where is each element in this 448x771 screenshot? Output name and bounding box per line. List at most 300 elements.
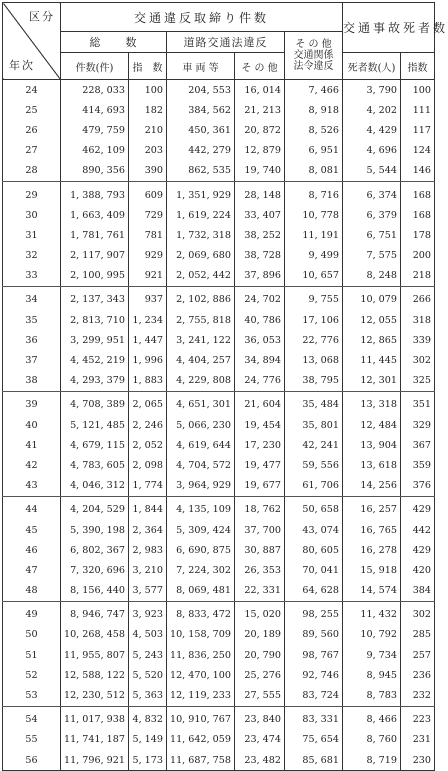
year-cell: 38 <box>3 371 61 392</box>
total-index-cell: 5, 520 <box>129 665 167 685</box>
year-cell: 39 <box>3 391 61 415</box>
year-cell: 42 <box>3 455 61 475</box>
deaths-title: 交通事故死者数 <box>343 3 435 53</box>
traffic-violations-table <box>2 2 448 771</box>
year-cell: 37 <box>3 350 61 370</box>
year-cell: 52 <box>3 665 61 685</box>
total-count-cell: 4, 046, 312 <box>61 476 129 497</box>
deaths-count-cell: 7, 575 <box>343 246 401 266</box>
others-count-cell: 19, 677 <box>235 476 285 497</box>
deaths-index-cell: 178 <box>401 225 435 245</box>
other-law-count-cell: 7, 466 <box>285 80 343 101</box>
total-count-cell: 414, 693 <box>61 100 129 120</box>
other-law-line2: 交通関係 <box>293 50 334 61</box>
total-index-cell: 5, 149 <box>129 730 167 750</box>
vehicles-count-cell: 11, 687, 758 <box>167 750 235 771</box>
vehicles-count-cell: 2, 069, 680 <box>167 246 235 266</box>
deaths-count-cell: 12, 484 <box>343 415 401 435</box>
others-count-cell: 28, 148 <box>235 181 285 205</box>
year-cell: 47 <box>3 560 61 580</box>
vehicles-count-cell: 11, 642, 059 <box>167 730 235 750</box>
other-law-count-cell: 35, 801 <box>285 415 343 435</box>
total-count-cell: 4, 293, 379 <box>61 371 129 392</box>
other-law-count-cell: 50, 658 <box>285 496 343 520</box>
year-cell: 35 <box>3 310 61 330</box>
vehicles-count-cell: 4, 704, 572 <box>167 455 235 475</box>
deaths-count-cell: 4, 202 <box>343 100 401 120</box>
deaths-index-cell: 230 <box>401 750 435 771</box>
vehicles-count-cell: 6, 690, 875 <box>167 540 235 560</box>
year-cell: 50 <box>3 625 61 645</box>
deaths-count-cell: 6, 374 <box>343 181 401 205</box>
table-row <box>3 350 435 370</box>
other-law-count-cell: 61, 706 <box>285 476 343 497</box>
deaths-index-cell: 329 <box>401 415 435 435</box>
deaths-index-cell: 232 <box>401 685 435 706</box>
deaths-count-cell: 8, 783 <box>343 685 401 706</box>
other-law-count-cell: 42, 241 <box>285 435 343 455</box>
deaths-count-cell: 15, 918 <box>343 560 401 580</box>
vehicles-count-cell: 2, 052, 442 <box>167 266 235 287</box>
total-count-cell: 3, 299, 951 <box>61 330 129 350</box>
table-row <box>3 371 435 392</box>
others-count-cell: 21, 213 <box>235 100 285 120</box>
year-cell: 53 <box>3 685 61 706</box>
deaths-index-cell: 168 <box>401 205 435 225</box>
table-row <box>3 435 435 455</box>
deaths-count-cell: 4, 696 <box>343 141 401 161</box>
vehicles-count-cell: 862, 535 <box>167 161 235 182</box>
deaths-index-cell: 359 <box>401 455 435 475</box>
total-index-cell: 182 <box>129 100 167 120</box>
total-index-cell: 3, 577 <box>129 581 167 602</box>
deaths-index-cell: 384 <box>401 581 435 602</box>
table-row <box>3 560 435 580</box>
deaths-count-cell: 8, 945 <box>343 665 401 685</box>
other-law-count-cell: 38, 795 <box>285 371 343 392</box>
deaths-count-cell: 8, 760 <box>343 730 401 750</box>
others-count-cell: 20, 189 <box>235 625 285 645</box>
deaths-count-cell: 16, 278 <box>343 540 401 560</box>
table-row <box>3 246 435 266</box>
year-cell: 28 <box>3 161 61 182</box>
table-row <box>3 181 435 205</box>
table-row <box>3 391 435 415</box>
deaths-index-cell: 200 <box>401 246 435 266</box>
year-cell: 56 <box>3 750 61 771</box>
others-count-cell: 20, 790 <box>235 645 285 665</box>
table-row <box>3 330 435 350</box>
total-header: 総 数 <box>61 32 167 53</box>
table-row <box>3 601 435 625</box>
corner-cell <box>3 3 61 80</box>
vehicles-count-cell: 2, 102, 886 <box>167 286 235 310</box>
total-index-cell: 2, 098 <box>129 455 167 475</box>
total-count-cell: 11, 955, 807 <box>61 645 129 665</box>
year-cell: 46 <box>3 540 61 560</box>
deaths-index-cell: 442 <box>401 520 435 540</box>
deaths-index-cell: 117 <box>401 120 435 140</box>
other-law-count-cell: 13, 068 <box>285 350 343 370</box>
deaths-index-cell: 302 <box>401 350 435 370</box>
table-row <box>3 730 435 750</box>
total-count-cell: 5, 390, 198 <box>61 520 129 540</box>
other-law-count-cell: 10, 657 <box>285 266 343 287</box>
total-index-cell: 1, 447 <box>129 330 167 350</box>
table-row <box>3 540 435 560</box>
other-law-count-cell: 83, 331 <box>285 706 343 730</box>
deaths-count-cell: 8, 466 <box>343 706 401 730</box>
table-row <box>3 476 435 497</box>
total-count-cell: 12, 588, 122 <box>61 665 129 685</box>
total-index-cell: 729 <box>129 205 167 225</box>
deaths-index-cell: 168 <box>401 181 435 205</box>
vehicles-count-cell: 10, 158, 709 <box>167 625 235 645</box>
others-count-cell: 19, 740 <box>235 161 285 182</box>
table-row <box>3 520 435 540</box>
year-cell: 34 <box>3 286 61 310</box>
table-row <box>3 266 435 287</box>
others-count-cell: 23, 482 <box>235 750 285 771</box>
category-label: 区分 <box>29 10 55 23</box>
table-row <box>3 750 435 771</box>
total-index-cell: 210 <box>129 120 167 140</box>
deaths-index-cell: 351 <box>401 391 435 415</box>
year-cell: 26 <box>3 120 61 140</box>
deaths-count-cell: 13, 904 <box>343 435 401 455</box>
others-count-cell: 30, 887 <box>235 540 285 560</box>
other-law-count-cell: 83, 724 <box>285 685 343 706</box>
others-count-cell: 24, 702 <box>235 286 285 310</box>
table-row <box>3 205 435 225</box>
count-unit-header: 件数(件) <box>61 53 129 80</box>
total-count-cell: 8, 946, 747 <box>61 601 129 625</box>
total-count-cell: 12, 230, 512 <box>61 685 129 706</box>
others-count-cell: 21, 604 <box>235 391 285 415</box>
other-law-header <box>285 32 343 80</box>
total-index-cell: 5, 363 <box>129 685 167 706</box>
table-row <box>3 645 435 665</box>
vehicles-count-cell: 4, 619, 644 <box>167 435 235 455</box>
others-count-cell: 16, 014 <box>235 80 285 101</box>
other-law-count-cell: 98, 255 <box>285 601 343 625</box>
deaths-index-cell: 231 <box>401 730 435 750</box>
year-cell: 48 <box>3 581 61 602</box>
deaths-count-cell: 16, 765 <box>343 520 401 540</box>
total-index-cell: 1, 883 <box>129 371 167 392</box>
other-law-count-cell: 70, 041 <box>285 560 343 580</box>
vehicles-count-cell: 4, 229, 808 <box>167 371 235 392</box>
total-index-cell: 2, 065 <box>129 391 167 415</box>
deaths-count-cell: 9, 734 <box>343 645 401 665</box>
year-cell: 33 <box>3 266 61 287</box>
total-count-cell: 2, 100, 995 <box>61 266 129 287</box>
table-row <box>3 286 435 310</box>
table-row <box>3 80 435 101</box>
vehicles-count-cell: 12, 470, 100 <box>167 665 235 685</box>
total-count-cell: 7, 320, 696 <box>61 560 129 580</box>
others-count-cell: 40, 786 <box>235 310 285 330</box>
table-row <box>3 625 435 645</box>
total-count-cell: 2, 813, 710 <box>61 310 129 330</box>
table-row <box>3 120 435 140</box>
other-law-count-cell: 11, 191 <box>285 225 343 245</box>
year-cell: 31 <box>3 225 61 245</box>
deaths-index-cell: 367 <box>401 435 435 455</box>
total-count-cell: 5, 121, 485 <box>61 415 129 435</box>
others-count-cell: 37, 700 <box>235 520 285 540</box>
deaths-count-cell: 14, 574 <box>343 581 401 602</box>
deaths-count-cell: 8, 719 <box>343 750 401 771</box>
total-count-cell: 4, 783, 605 <box>61 455 129 475</box>
total-index-cell: 3, 210 <box>129 560 167 580</box>
table-body <box>3 80 435 771</box>
others-count-cell: 26, 353 <box>235 560 285 580</box>
total-count-cell: 11, 017, 938 <box>61 706 129 730</box>
vehicles-count-cell: 8, 833, 472 <box>167 601 235 625</box>
vehicles-count-cell: 1, 351, 929 <box>167 181 235 205</box>
table-row <box>3 225 435 245</box>
total-index-cell: 2, 364 <box>129 520 167 540</box>
vehicles-count-cell: 4, 404, 257 <box>167 350 235 370</box>
index-header: 指 数 <box>129 53 167 80</box>
deaths-count-cell: 8, 248 <box>343 266 401 287</box>
other-law-count-cell: 75, 654 <box>285 730 343 750</box>
others-count-cell: 33, 407 <box>235 205 285 225</box>
vehicles-count-cell: 442, 279 <box>167 141 235 161</box>
table-row <box>3 161 435 182</box>
other-law-count-cell: 89, 560 <box>285 625 343 645</box>
total-index-cell: 2, 983 <box>129 540 167 560</box>
year-cell: 55 <box>3 730 61 750</box>
deaths-count-cell: 11, 432 <box>343 601 401 625</box>
deaths-count-cell: 10, 792 <box>343 625 401 645</box>
total-index-cell: 1, 774 <box>129 476 167 497</box>
other-law-count-cell: 6, 951 <box>285 141 343 161</box>
total-index-cell: 1, 234 <box>129 310 167 330</box>
others-count-cell: 23, 840 <box>235 706 285 730</box>
deaths-count-cell: 12, 865 <box>343 330 401 350</box>
vehicles-count-cell: 5, 066, 230 <box>167 415 235 435</box>
deaths-index-cell: 111 <box>401 100 435 120</box>
deaths-count-cell: 13, 318 <box>343 391 401 415</box>
table-header <box>3 3 448 80</box>
other-law-count-cell: 17, 106 <box>285 310 343 330</box>
others-count-cell: 22, 331 <box>235 581 285 602</box>
other-law-count-cell: 43, 074 <box>285 520 343 540</box>
vehicles-count-cell: 4, 135, 109 <box>167 496 235 520</box>
others-count-cell: 18, 762 <box>235 496 285 520</box>
others-header: そ の 他 <box>235 53 285 80</box>
total-index-cell: 937 <box>129 286 167 310</box>
year-cell: 32 <box>3 246 61 266</box>
other-law-count-cell: 80, 605 <box>285 540 343 560</box>
others-count-cell: 27, 555 <box>235 685 285 706</box>
vehicles-count-cell: 204, 553 <box>167 80 235 101</box>
total-index-cell: 781 <box>129 225 167 245</box>
other-law-count-cell: 59, 556 <box>285 455 343 475</box>
total-index-cell: 2, 052 <box>129 435 167 455</box>
year-cell: 44 <box>3 496 61 520</box>
table-row <box>3 100 435 120</box>
total-count-cell: 4, 452, 219 <box>61 350 129 370</box>
others-count-cell: 19, 477 <box>235 455 285 475</box>
year-cell: 24 <box>3 80 61 101</box>
other-law-count-cell: 10, 778 <box>285 205 343 225</box>
year-cell: 29 <box>3 181 61 205</box>
table-row <box>3 455 435 475</box>
total-index-cell: 100 <box>129 80 167 101</box>
others-count-cell: 17, 230 <box>235 435 285 455</box>
total-count-cell: 6, 802, 367 <box>61 540 129 560</box>
year-cell: 51 <box>3 645 61 665</box>
total-index-cell: 390 <box>129 161 167 182</box>
total-count-cell: 2, 117, 907 <box>61 246 129 266</box>
others-count-cell: 23, 474 <box>235 730 285 750</box>
year-cell: 49 <box>3 601 61 625</box>
table-row <box>3 685 435 706</box>
others-count-cell: 24, 776 <box>235 371 285 392</box>
other-law-count-cell: 9, 755 <box>285 286 343 310</box>
vehicles-count-cell: 5, 309, 424 <box>167 520 235 540</box>
total-index-cell: 4, 832 <box>129 706 167 730</box>
total-count-cell: 4, 204, 529 <box>61 496 129 520</box>
deaths-count-cell: 13, 618 <box>343 455 401 475</box>
deaths-index-cell: 218 <box>401 266 435 287</box>
total-count-cell: 2, 137, 343 <box>61 286 129 310</box>
deaths-count-cell: 12, 055 <box>343 310 401 330</box>
year-cell: 40 <box>3 415 61 435</box>
total-count-cell: 11, 796, 921 <box>61 750 129 771</box>
deaths-count-cell: 4, 429 <box>343 120 401 140</box>
vehicles-count-cell: 1, 619, 224 <box>167 205 235 225</box>
other-law-count-cell: 8, 081 <box>285 161 343 182</box>
year-cell: 27 <box>3 141 61 161</box>
deaths-index-cell: 146 <box>401 161 435 182</box>
total-index-cell: 609 <box>129 181 167 205</box>
vehicles-count-cell: 1, 732, 318 <box>167 225 235 245</box>
year-cell: 54 <box>3 706 61 730</box>
deaths-count-cell: 10, 079 <box>343 286 401 310</box>
other-law-count-cell: 98, 767 <box>285 645 343 665</box>
year-cell: 30 <box>3 205 61 225</box>
others-count-cell: 20, 872 <box>235 120 285 140</box>
total-count-cell: 1, 663, 409 <box>61 205 129 225</box>
total-index-cell: 203 <box>129 141 167 161</box>
vehicles-count-cell: 3, 964, 929 <box>167 476 235 497</box>
vehicles-count-cell: 2, 755, 818 <box>167 310 235 330</box>
table-row <box>3 706 435 730</box>
other-law-count-cell: 35, 484 <box>285 391 343 415</box>
total-count-cell: 10, 268, 458 <box>61 625 129 645</box>
vehicles-count-cell: 450, 361 <box>167 120 235 140</box>
year-cell: 25 <box>3 100 61 120</box>
table-row <box>3 141 435 161</box>
other-law-count-cell: 85, 681 <box>285 750 343 771</box>
table-row <box>3 415 435 435</box>
deaths-index-cell: 318 <box>401 310 435 330</box>
other-law-count-cell: 64, 628 <box>285 581 343 602</box>
vehicles-count-cell: 3, 241, 122 <box>167 330 235 350</box>
deaths-count-cell: 12, 301 <box>343 371 401 392</box>
other-law-count-cell: 22, 776 <box>285 330 343 350</box>
other-law-count-cell: 9, 499 <box>285 246 343 266</box>
total-count-cell: 890, 356 <box>61 161 129 182</box>
year-label: 年次 <box>9 59 35 72</box>
total-index-cell: 4, 503 <box>129 625 167 645</box>
vehicles-count-cell: 8, 069, 481 <box>167 581 235 602</box>
others-count-cell: 38, 728 <box>235 246 285 266</box>
deaths-index-cell: 302 <box>401 601 435 625</box>
road-law-header: 道路交通法違反 <box>167 32 285 53</box>
deaths-index-cell: 236 <box>401 665 435 685</box>
deaths-count-cell: 5, 544 <box>343 161 401 182</box>
others-count-cell: 15, 020 <box>235 601 285 625</box>
table-row <box>3 665 435 685</box>
total-count-cell: 228, 033 <box>61 80 129 101</box>
vehicles-count-cell: 10, 910, 767 <box>167 706 235 730</box>
deaths-count-cell: 3, 790 <box>343 80 401 101</box>
deaths-count-cell: 6, 751 <box>343 225 401 245</box>
total-count-cell: 1, 781, 761 <box>61 225 129 245</box>
others-count-cell: 34, 894 <box>235 350 285 370</box>
other-law-line1: そ の 他 <box>295 39 332 50</box>
deaths-index-cell: 100 <box>401 80 435 101</box>
year-cell: 41 <box>3 435 61 455</box>
vehicles-header: 車 両 等 <box>167 53 235 80</box>
total-index-cell: 1, 996 <box>129 350 167 370</box>
deaths-index-cell: 420 <box>401 560 435 580</box>
deaths-index-cell: 285 <box>401 625 435 645</box>
other-law-line3: 法令違反 <box>293 61 334 72</box>
deaths-index-cell: 429 <box>401 540 435 560</box>
deaths-count-cell: 11, 445 <box>343 350 401 370</box>
deaths-count-cell: 14, 256 <box>343 476 401 497</box>
deaths-count-cell: 6, 379 <box>343 205 401 225</box>
others-count-cell: 12, 879 <box>235 141 285 161</box>
total-count-cell: 1, 388, 793 <box>61 181 129 205</box>
violations-title: 交通違反取締り件数 <box>61 3 343 32</box>
table-row <box>3 310 435 330</box>
total-count-cell: 462, 109 <box>61 141 129 161</box>
others-count-cell: 38, 252 <box>235 225 285 245</box>
year-cell: 36 <box>3 330 61 350</box>
others-count-cell: 37, 896 <box>235 266 285 287</box>
total-index-cell: 921 <box>129 266 167 287</box>
total-count-cell: 4, 708, 389 <box>61 391 129 415</box>
others-count-cell: 25, 276 <box>235 665 285 685</box>
vehicles-count-cell: 4, 651, 301 <box>167 391 235 415</box>
other-law-count-cell: 8, 526 <box>285 120 343 140</box>
total-index-cell: 5, 243 <box>129 645 167 665</box>
deaths-index-cell: 376 <box>401 476 435 497</box>
other-law-count-cell: 8, 918 <box>285 100 343 120</box>
vehicles-count-cell: 7, 224, 302 <box>167 560 235 580</box>
total-count-cell: 11, 741, 187 <box>61 730 129 750</box>
total-count-cell: 8, 156, 440 <box>61 581 129 602</box>
deaths-unit-header: 死者数(人) <box>343 53 401 80</box>
year-cell: 45 <box>3 520 61 540</box>
others-count-cell: 19, 454 <box>235 415 285 435</box>
deaths-index-cell: 266 <box>401 286 435 310</box>
deaths-index-cell: 339 <box>401 330 435 350</box>
deaths-index-cell: 429 <box>401 496 435 520</box>
vehicles-count-cell: 12, 119, 233 <box>167 685 235 706</box>
deaths-index-cell: 325 <box>401 371 435 392</box>
total-index-cell: 929 <box>129 246 167 266</box>
year-cell: 43 <box>3 476 61 497</box>
deaths-index-cell: 257 <box>401 645 435 665</box>
